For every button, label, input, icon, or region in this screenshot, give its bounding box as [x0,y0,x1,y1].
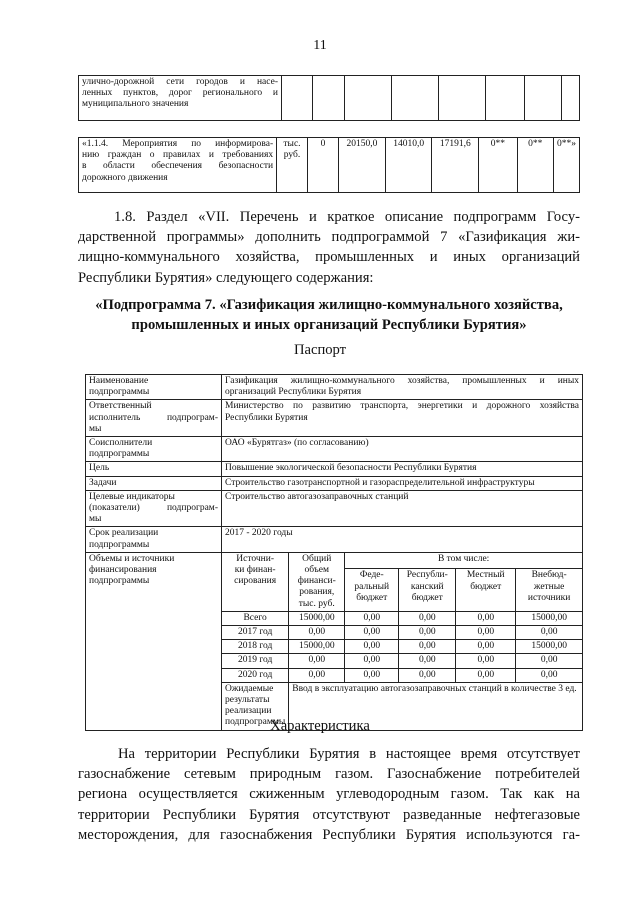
finance-value-cell: 0,00 [516,626,583,640]
header-line: тыс. руб. [298,598,335,609]
text-line: лищно-коммунального хозяйства, промышленных и иных организаций [78,249,580,266]
empty-cell [439,76,486,121]
empty-cell [345,76,392,121]
value-line: 2017 - 2020 годы [225,528,293,539]
finance-extrabudget-header [516,569,583,612]
title-line: «Подпрограмма 7. «Газификация жилищно-коммунального хозяйства, [95,297,563,313]
finance-value-cell: 0,00 [399,626,456,640]
header-line: ральный [354,581,390,592]
label-line: Срок реализации [89,528,159,539]
empty-cell [525,76,562,121]
value-cell: 17191,6 [432,138,479,193]
measure-description-cell [79,76,282,121]
passport-value-cell [222,462,583,476]
value-cell: 14010,0 [385,138,432,193]
characteristic-paragraph [78,744,580,845]
text-line: Республики Бурятия» следующего содержания: [78,269,374,286]
label-line: Ожидаемые результаты [225,683,274,706]
finance-value-cell: 0,00 [456,640,516,654]
finance-year-cell: Всего [222,611,289,625]
measures-table-continuation [78,75,580,121]
passport-label-cell [86,437,222,462]
label-line: (показатели) подпрограм- [89,503,218,514]
label-line: финансирования [89,565,157,576]
text-line: региона осуществляется сжиженным углеводородным газом. Так как на [78,786,580,803]
finance-value-cell: 0,00 [345,654,399,668]
unit-cell [277,138,308,193]
value-cell: 20150,0 [339,138,386,193]
empty-cell [486,76,525,121]
label-line: мы [89,514,102,525]
label-line: Соисполнители [89,438,153,449]
header-line: объем [304,565,329,576]
passport-label-cell [86,400,222,437]
finance-value-cell: 0,00 [289,668,345,682]
finance-value-cell: 0,00 [345,668,399,682]
label-line: мы [89,423,102,434]
finance-header-row [86,552,583,568]
finance-source-header [222,552,289,611]
label-line: Целевые индикаторы [89,491,175,502]
value-line: Повышение экологической безопасности Республики Бурятия [225,463,477,474]
finance-value-cell: 0,00 [399,611,456,625]
header-line: канский [410,581,444,592]
finance-value-cell: 0,00 [289,654,345,668]
finance-year-cell: 2020 год [222,668,289,682]
header-line: бюджет [411,592,443,603]
label-line: подпрограммы [89,449,150,460]
text-line: месторождения, для газоснабжения Республики Бурятия используются га- [78,826,580,843]
finance-federal-header [345,569,399,612]
header-line: Республи- [406,570,448,581]
text-line: На территории Республики Бурятия в настоящее время отсутствует [118,746,580,762]
page-number: 11 [313,38,327,53]
passport-row-goal [86,462,583,476]
characteristic-heading: Характеристика [270,718,370,734]
label-line: реализации подпрограммы [225,706,286,728]
value-cell: 0** [479,138,517,193]
finance-including-header: В том числе: [345,552,583,568]
text-line: 1.8. Раздел «VII. Перечень и краткое описание подпрограмм Госу- [114,209,580,225]
value-line: Министерство по развитию транспорта, энергетики и дорожного хозяйства [225,401,579,412]
label-line: подпрограммы [89,576,150,587]
finance-value-cell: 0,00 [456,611,516,625]
header-line: Общий [302,553,332,564]
finance-label-cell [86,552,222,730]
finance-value-cell: 0,00 [289,626,345,640]
label-line: Ответственный [89,401,152,412]
header-line: рования, [299,587,335,598]
header-line: Местный [466,570,505,581]
empty-cell [562,76,580,121]
header-line: Внебюд- [531,570,567,581]
finance-value-cell: 0,00 [345,626,399,640]
finance-year-cell: 2017 год [222,626,289,640]
measure-description-cell [79,138,277,193]
text-line: территории Республики Бурятия отсутствуют разведанные нефтегазовые [78,806,580,823]
value-cell: 0**» [554,138,580,193]
value-line: ОАО «Бурятгаз» (по согласованию) [225,438,369,449]
passport-label-cell [86,527,222,552]
label-line: Наименование [89,376,149,386]
finance-value-cell: 0,00 [456,654,516,668]
unit-line: руб. [283,150,301,161]
text-line: ленных пунктов, дорог регионального и [82,88,278,99]
finance-value-cell: 0,00 [516,654,583,668]
empty-cell [313,76,345,121]
finance-value-cell: 0,00 [456,626,516,640]
passport-row-executor [86,400,583,437]
passport-value-cell [222,400,583,437]
passport-label-cell [86,375,222,400]
finance-value-cell: 0,00 [399,640,456,654]
value-line: Газификация жилищно-коммунального хозяйства, промышленных и иных [225,376,579,386]
text-line: дарственной программы» дополнить подпрограммой 7 «Газификация жи- [78,229,580,246]
value-cell: 0** [517,138,553,193]
value-line: Республики Бурятия [225,412,308,423]
text-line: «1.1.4. Мероприятия по информирова- [82,139,274,149]
passport-row-coexecutors [86,437,583,462]
finance-year-cell: 2019 год [222,654,289,668]
title-line: промышленных и иных организаций Республики Бурятия» [131,317,527,333]
paragraph-1-8 [78,207,580,288]
text-line: улично-дорожной сети городов и насе- [82,77,278,87]
label-line: Задачи [89,477,117,488]
value-line: Строительство газотранспортной и газораспределительной инфраструктуры [225,477,535,488]
passport-label-cell [86,490,222,527]
finance-value-cell: 0,00 [345,640,399,654]
header-line: Феде- [359,570,384,581]
value-line: организаций Республики Бурятия [225,387,362,398]
finance-year-cell: 2018 год [222,640,289,654]
passport-value-cell [222,490,583,527]
passport-value-cell: Ввод в эксплуатацию автогазозаправочных станций в количестве 3 ед. [289,682,583,730]
passport-label-cell [86,462,222,476]
header-line: бюджет [356,592,388,603]
passport-value-cell [222,437,583,462]
text-line: газоснабжение сетевым природным газом. Газоснабжение потребителей [78,766,580,783]
finance-value-cell: 0,00 [399,668,456,682]
label-line: Цель [89,463,110,474]
passport-row-indicators [86,490,583,527]
header-line: ки финан- [234,565,276,576]
passport-heading: Паспорт [293,342,347,358]
finance-value-cell: 0,00 [516,668,583,682]
finance-value-cell: 15000,00 [289,640,345,654]
header-line: Источни- [236,553,274,564]
header-line: сирования [234,576,277,587]
empty-cell [392,76,439,121]
text-line: в области обеспечения безопасности [82,161,274,172]
passport-value-cell [222,527,583,552]
header-line: источники [527,592,571,603]
passport-row-tasks [86,476,583,490]
header-line: бюджет [470,581,502,592]
passport-row-term [86,527,583,552]
label-line: исполнитель подпрограм- [89,412,218,423]
header-line: жетные [533,581,565,592]
unit-line: тыс. [283,139,301,149]
passport-row-name [86,375,583,400]
header-line: финанси- [297,576,336,587]
passport-label-cell [86,476,222,490]
finance-value-cell: 15000,00 [289,611,345,625]
subprogram-title [70,295,588,335]
finance-value-cell: 15000,00 [516,611,583,625]
finance-total-header [289,552,345,611]
label-line: подпрограммы [89,387,150,398]
passport-table [85,374,583,731]
empty-cell [282,76,313,121]
text-line: дорожного движения [82,172,168,183]
finance-value-cell: 15000,00 [516,640,583,654]
value-line: Строительство автогазозаправочных станций [225,491,409,502]
finance-local-header [456,569,516,612]
passport-value-cell [222,375,583,400]
label-line: подпрограммы [89,539,150,550]
text-line: муниципального значения [82,99,189,110]
measure-1-1-4-table [78,137,580,193]
passport-value-cell [222,476,583,490]
label-line: Объемы и источники [89,553,175,564]
finance-value-cell: 0,00 [399,654,456,668]
finance-republic-header [399,569,456,612]
finance-value-cell: 0,00 [456,668,516,682]
finance-value-cell: 0,00 [345,611,399,625]
text-line: нию граждан о правилах и требованиях [82,150,274,161]
value-cell: 0 [307,138,338,193]
